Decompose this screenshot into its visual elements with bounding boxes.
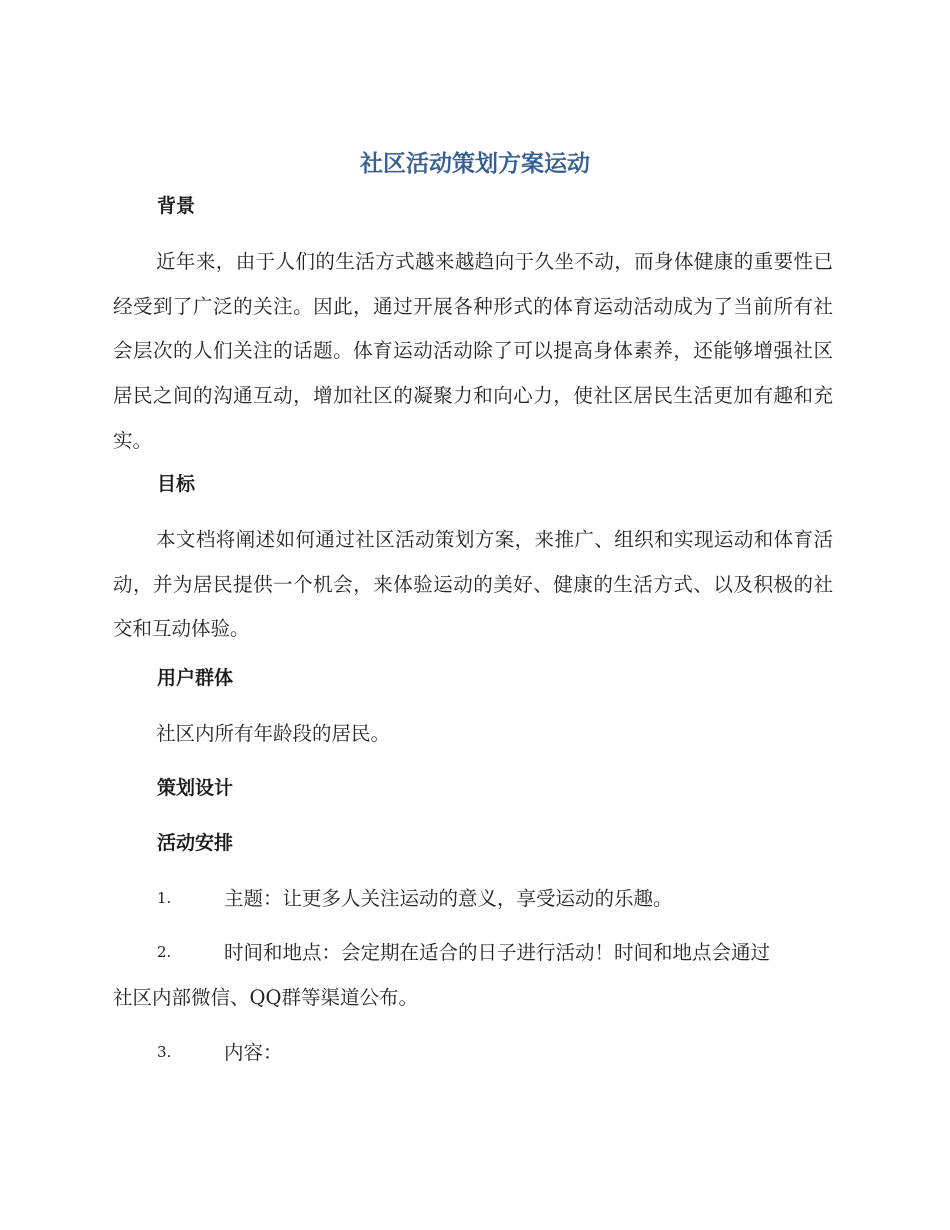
list-item-3	[113, 1030, 833, 1075]
document-title: 社区活动策划方案运动	[360, 151, 590, 177]
paragraph-goal: 本文档将阐述如何通过社区活动策划方案，来推广、组织和实现运动和体育活动，并为居民提供一个机会，来体验运动的美好、健康的生活方式、以及积极的社交和互动体验。	[113, 528, 833, 641]
section-heading-users: 用户群体	[157, 667, 234, 689]
section-heading-goal: 目标	[157, 473, 196, 495]
list-number: 2.	[157, 943, 172, 961]
list-number: 1.	[157, 889, 172, 907]
paragraph-background: 近年来，由于人们的生活方式越来越趋向于久坐不动，而身体健康的重要性已经受到了广泛的关注。因此，通过开展各种形式的体育运动活动成为了当前所有社会层次的人们关注的话题。体育运动活动除了可以提高身体素养，还能够增强社区居民之间的沟通互动，增加社区的凝聚力和向心力，使社区居民生活更加有趣和充实。	[113, 250, 833, 452]
list-item-text: 内容：	[224, 1041, 283, 1064]
section-heading-arrangement: 活动安排	[157, 832, 234, 854]
list-number: 3.	[157, 1043, 172, 1061]
list-item-text: 主题：让更多人关注运动的意义，享受运动的乐趣。	[224, 887, 673, 910]
list-item-text: 时间和地点：会定期在适合的日子进行活动！时间和地点会通过	[224, 941, 771, 964]
paragraph-users: 社区内所有年龄段的居民。	[156, 722, 391, 745]
list-item-2	[113, 930, 833, 1020]
list-item-continuation: 社区内部微信、QQ群等渠道公布。	[113, 986, 418, 1009]
list-item-1	[113, 876, 833, 921]
section-heading-design: 策划设计	[157, 777, 234, 799]
section-heading-background: 背景	[157, 195, 196, 217]
